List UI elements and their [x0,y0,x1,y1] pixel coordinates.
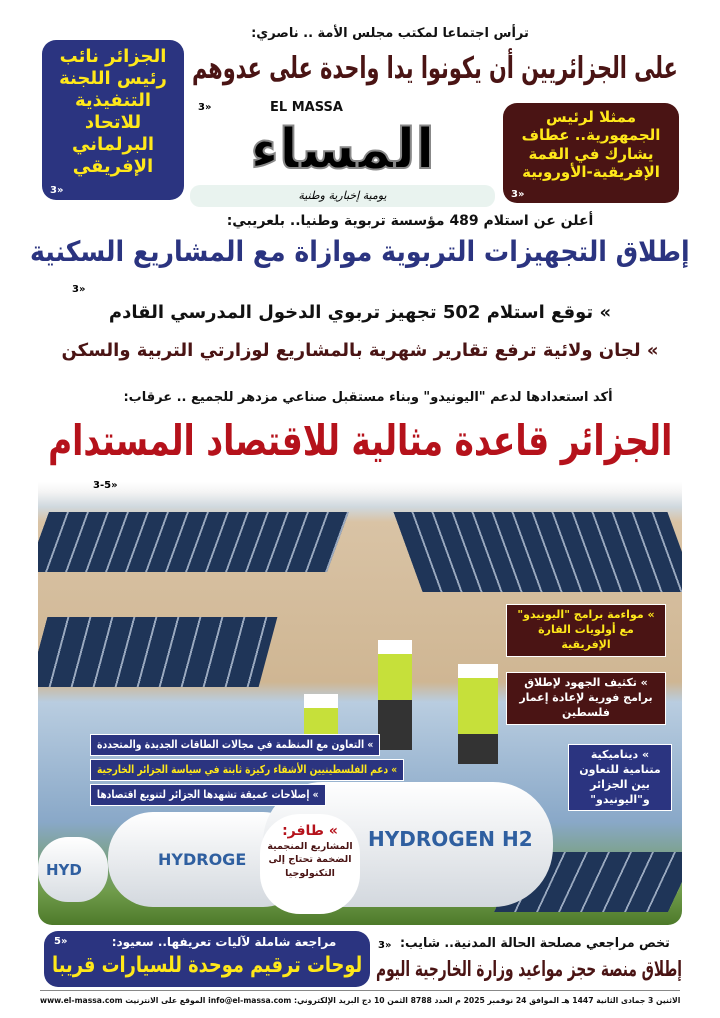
main-kicker-wrap [68,390,668,407]
bottom-right-kicker: تخص مراجعي مصلحة الحالة المدنية.. شايب: [400,936,670,951]
bottom-left-box[interactable] [44,931,370,987]
masthead-tagline: يومية إخبارية وطنية [190,185,495,207]
tank-label: HYDROGE [158,850,247,869]
education-bullet-2-wrap [40,340,680,363]
education-kicker-wrap [190,212,630,230]
quote-bubble[interactable] [260,814,360,914]
quote-name: » طافر: [282,823,338,839]
left-box-ref: 3» [50,185,64,196]
education-bullet-1-wrap [100,302,620,325]
hydrogen-tank [38,837,108,902]
bottom-left-ref: 5» [54,936,68,947]
tag-palestine-support[interactable] [90,759,404,781]
education-headline[interactable]: إطلاق التجهيزات التربوية موازاة مع المشاريع السكنية [30,235,690,268]
top-story-ref: 3» [198,102,212,113]
main-ref: 3-5» [93,480,118,491]
solar-panels-right [393,512,682,592]
main-headline: الجزائر قاعدة مثالية للاقتصاد المستدام [47,416,672,465]
education-headline-wrap [30,234,690,269]
education-ref: 3» [72,284,86,295]
left-box[interactable] [42,40,184,200]
right-box[interactable] [503,103,679,203]
tag-unido-priorities[interactable]: » مواءمة برامج "اليونيدو" مع أولويات القارة الإفريقية [506,604,666,657]
education-kicker: أعلن عن استلام 489 مؤسسة تربوية وطنيا.. بلعريبي: [226,213,594,229]
bottom-right-kicker-wrap [400,936,670,953]
bottom-left-kicker-wrap [94,934,354,950]
main-headline-wrap [48,416,672,466]
tag-dynamics[interactable]: » ديناميكية متنامية للتعاون بين الجزائر و"اليونيدو" [568,744,672,811]
bottom-right-headline-wrap [376,955,682,983]
tag-palestine-reconstruction[interactable]: » تكثيف الجهود لإطلاق برامج فورية لإعادة إعمار فلسطين [506,672,666,725]
education-bullet-2: » لجان ولائية ترفع تقارير شهرية بالمشاريع لوزارتي التربية والسكن [61,340,659,361]
quote-text: المشاريع المنجمية الضخمة تحتاج إلى التكنولوجيا [267,841,353,879]
education-bullet-1: » توقع استلام 502 تجهيز تربوي الدخول المدرسي القادم [108,302,612,323]
masthead [190,100,495,210]
top-story-headline-wrap [192,50,678,88]
tag-palestine-support-text: » دعم الفلسطينيين الأشقاء ركيزة ثابتة في سياسة الجزائر الخارجية [96,763,397,776]
masthead-logo: المساء [250,117,435,182]
footer-wrap [40,995,680,1007]
solar-panels-left-front [38,617,277,687]
top-story-kicker: ترأس اجتماعا لمكتب مجلس الأمة .. ناصري: [251,26,529,41]
tag-cooperation[interactable] [90,734,380,756]
solar-panels-left [38,512,349,572]
tag-cooperation-text: » التعاون مع المنظمة في مجالات الطاقات الجديدة والمتجددة [96,738,373,751]
tag-reforms[interactable] [90,784,326,806]
worker-figure [458,664,498,764]
bottom-right-ref: 3» [378,940,392,951]
main-kicker: أكد استعدادها لدعم "اليونيدو" وبناء مستقبل صناعي مزدهر للجميع .. عرقاب: [123,390,613,405]
bottom-left-headline: لوحات ترقيم موحدة للسيارات قريبا [51,953,362,978]
footer-divider [40,990,680,991]
tank-label: HYD [46,861,82,879]
left-box-text: الجزائر نائب رئيس اللجنة التنفيذية للاتحاد البرلماني الإفريقي [59,46,167,177]
worker-figure [304,694,338,734]
bottom-right-headline[interactable]: إطلاق منصة حجز مواعيد وزارة الخارجية اليوم [376,957,682,981]
footer-info: الاثنين 3 جمادى الثانية 1447 هـ الموافق 24 نوفمبر 2025 م العدد 8788 الثمن 10 دج البريد الإلكتروني: info@el-massa.com الموقع على الانترنيت www.el-massa.com [39,996,680,1005]
tag-reforms-text: » إصلاحات عميقة تشهدها الجزائر لتنويع اقتصادها [97,788,319,801]
top-story-kicker-wrap [200,26,580,43]
main-story[interactable] [38,382,682,925]
right-box-ref: 3» [511,189,525,200]
bottom-left-headline-wrap [52,951,362,981]
worker-figure [378,640,412,750]
tank-label: HYDROGEN H2 [368,827,533,851]
masthead-latin: EL MASSA [270,100,343,115]
right-box-text: ممثلا لرئيس الجمهورية.. عطاف يشارك في القمة الإفريقية-الأوروبية [521,108,661,181]
top-story-headline[interactable]: على الجزائريين أن يكونوا يدا واحدة على عدوهم [192,51,678,86]
bottom-left-kicker: مراجعة شاملة لآليات تعريفها.. سعيود: [111,935,337,949]
